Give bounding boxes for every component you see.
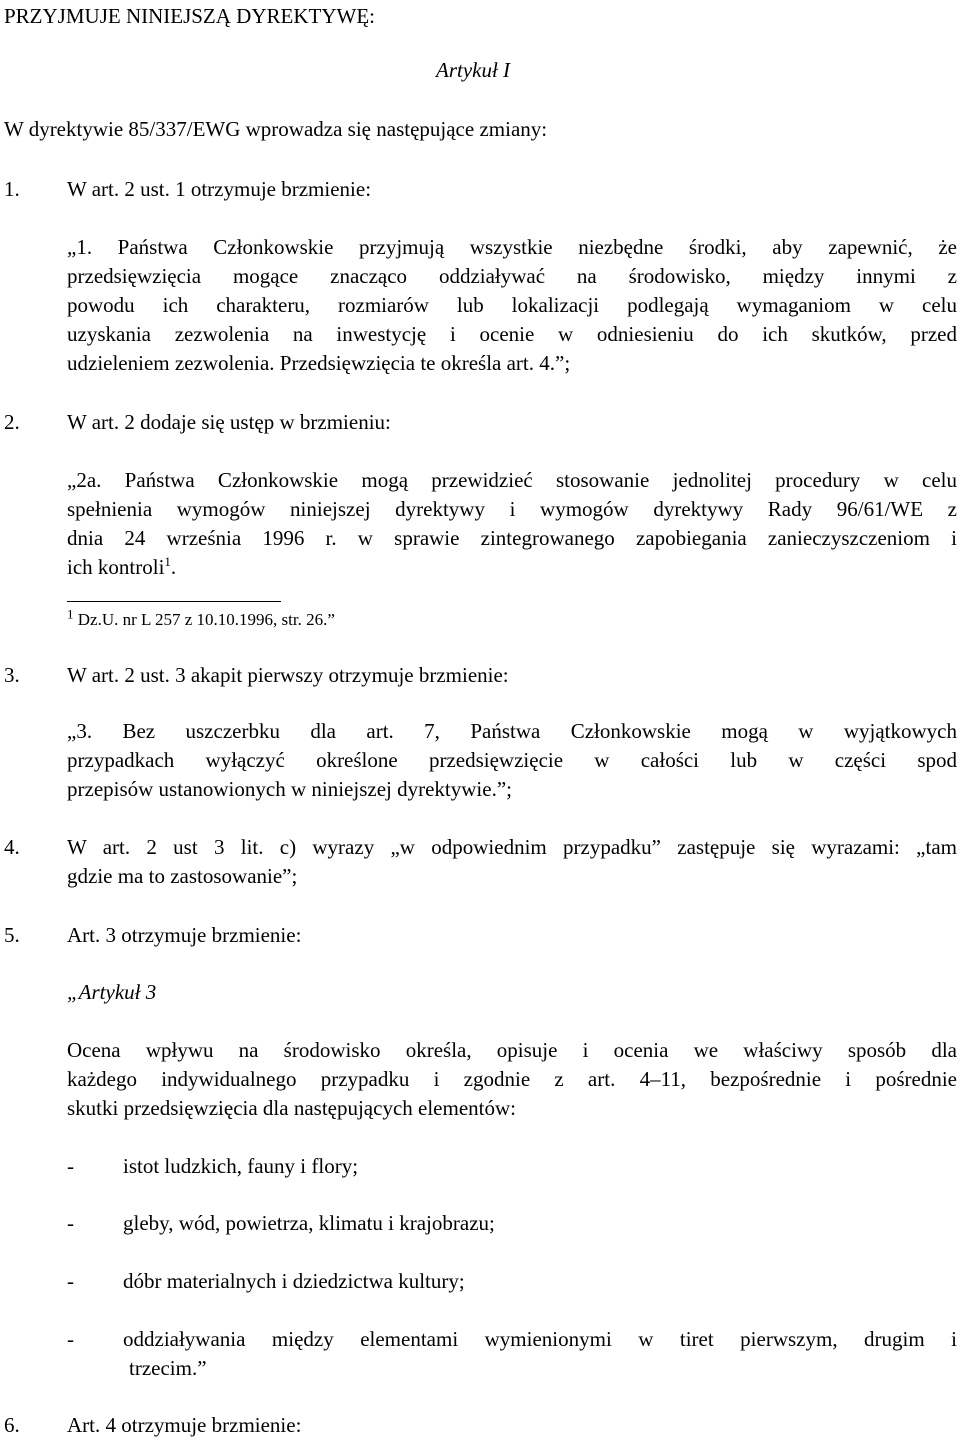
footnote-text: Dz.U. nr L 257 z 10.10.1996, str. 26.” [73,610,335,629]
item-4-text-line: gdzie ma to zastosowanie”; [67,864,298,888]
quote-1-line: powodu ich charakteru, rozmiarów lub lokalizacji podlegają wymaganiom w celu [67,293,957,317]
quote-1-line: przedsięwzięcia mogące znacząco oddziaływać na środowisko, między innymi z [67,264,957,288]
quote-2-line: spełnienia wymogów niniejszej dyrektywy i wymogów dyrektywy Rady 96/61/WE z [67,497,957,521]
list-dash: - [67,1154,74,1178]
list-dash: - [67,1327,74,1351]
page-header: PRZYJMUJE NINIEJSZĄ DYREKTYWĘ: [4,4,375,28]
quote-2-line: „2a. Państwa Członkowskie mogą przewidzieć stosowanie jednolitej procedury w celu [67,468,957,492]
item-5-number: 5. [4,923,20,947]
list-dash: - [67,1211,74,1235]
quote-2-line: ich kontroli [67,555,165,579]
footnote-reference: 1 [164,554,171,569]
item-6-number: 6. [4,1413,20,1437]
quote-1-line: uzyskania zezwolenia na inwestycję i ocenie w odniesieniu do ich skutków, przed [67,322,957,346]
list-item: oddziaływania między elementami wymienionymi w tiret pierwszym, drugim i [123,1327,957,1351]
intro-text: W dyrektywie 85/337/EWG wprowadza się następujące zmiany: [4,117,548,141]
list-item: gleby, wód, powietrza, klimatu i krajobrazu; [123,1211,495,1235]
article-3-line: skutki przedsięwzięcia dla następujących elementów: [67,1096,516,1120]
quote-2-line: dnia 24 września 1996 r. w sprawie zintegrowanego zapobiegania zanieczyszczeniom i [67,526,957,550]
article-3-heading: „Artykuł 3 [67,980,157,1004]
quote-3-line: przepisów ustanowionych w niniejszej dyrektywie.”; [67,777,512,801]
quote-1-line: „1. Państwa Członkowskie przyjmują wszystkie niezbędne środki, aby zapewnić, że [67,235,957,259]
footnote-separator [67,601,281,602]
footnote [67,605,335,634]
article-3-line: Ocena wpływu na środowisko określa, opisuje i ocenia we właściwy sposób dla [67,1038,957,1062]
footnote-mark: 1 [67,606,74,622]
quote-3-line: przypadkach wyłączyć określone przedsięwzięcie w całości lub w części spod [67,748,957,772]
item-1-number: 1. [4,177,20,201]
item-2-text: W art. 2 dodaje się ustęp w brzmieniu: [67,410,391,434]
quote-2-last-line [67,553,176,582]
quote-1-line: udzieleniem zezwolenia. Przedsięwzięcia te określa art. 4.”; [67,351,571,375]
item-1-text: W art. 2 ust. 1 otrzymuje brzmienie: [67,177,372,201]
quote-3-line: „3. Bez uszczerbku dla art. 7, Państwa Członkowskie mogą w wyjątkowych [67,719,957,743]
item-5-text: Art. 3 otrzymuje brzmienie: [67,923,302,947]
list-item-continued: trzecim.” [129,1356,207,1380]
item-6-text: Art. 4 otrzymuje brzmienie: [67,1413,302,1437]
item-3-text: W art. 2 ust. 3 akapit pierwszy otrzymuje brzmienie: [67,663,509,687]
item-4-number: 4. [4,835,20,859]
article-3-line: każdego indywidualnego przypadku i zgodnie z art. 4–11, bezpośrednie i pośrednie [67,1067,957,1091]
quote-2-end: . [170,555,177,579]
article-heading: Artykuł I [436,58,511,82]
item-2-number: 2. [4,410,20,434]
item-3-number: 3. [4,663,20,687]
list-dash: - [67,1269,74,1293]
list-item: dóbr materialnych i dziedzictwa kultury; [123,1269,465,1293]
item-4-text-line: W art. 2 ust 3 lit. c) wyrazy „w odpowiednim przypadku” zastępuje się wyrazami: „tam [67,835,957,859]
list-item: istot ludzkich, fauny i flory; [123,1154,359,1178]
